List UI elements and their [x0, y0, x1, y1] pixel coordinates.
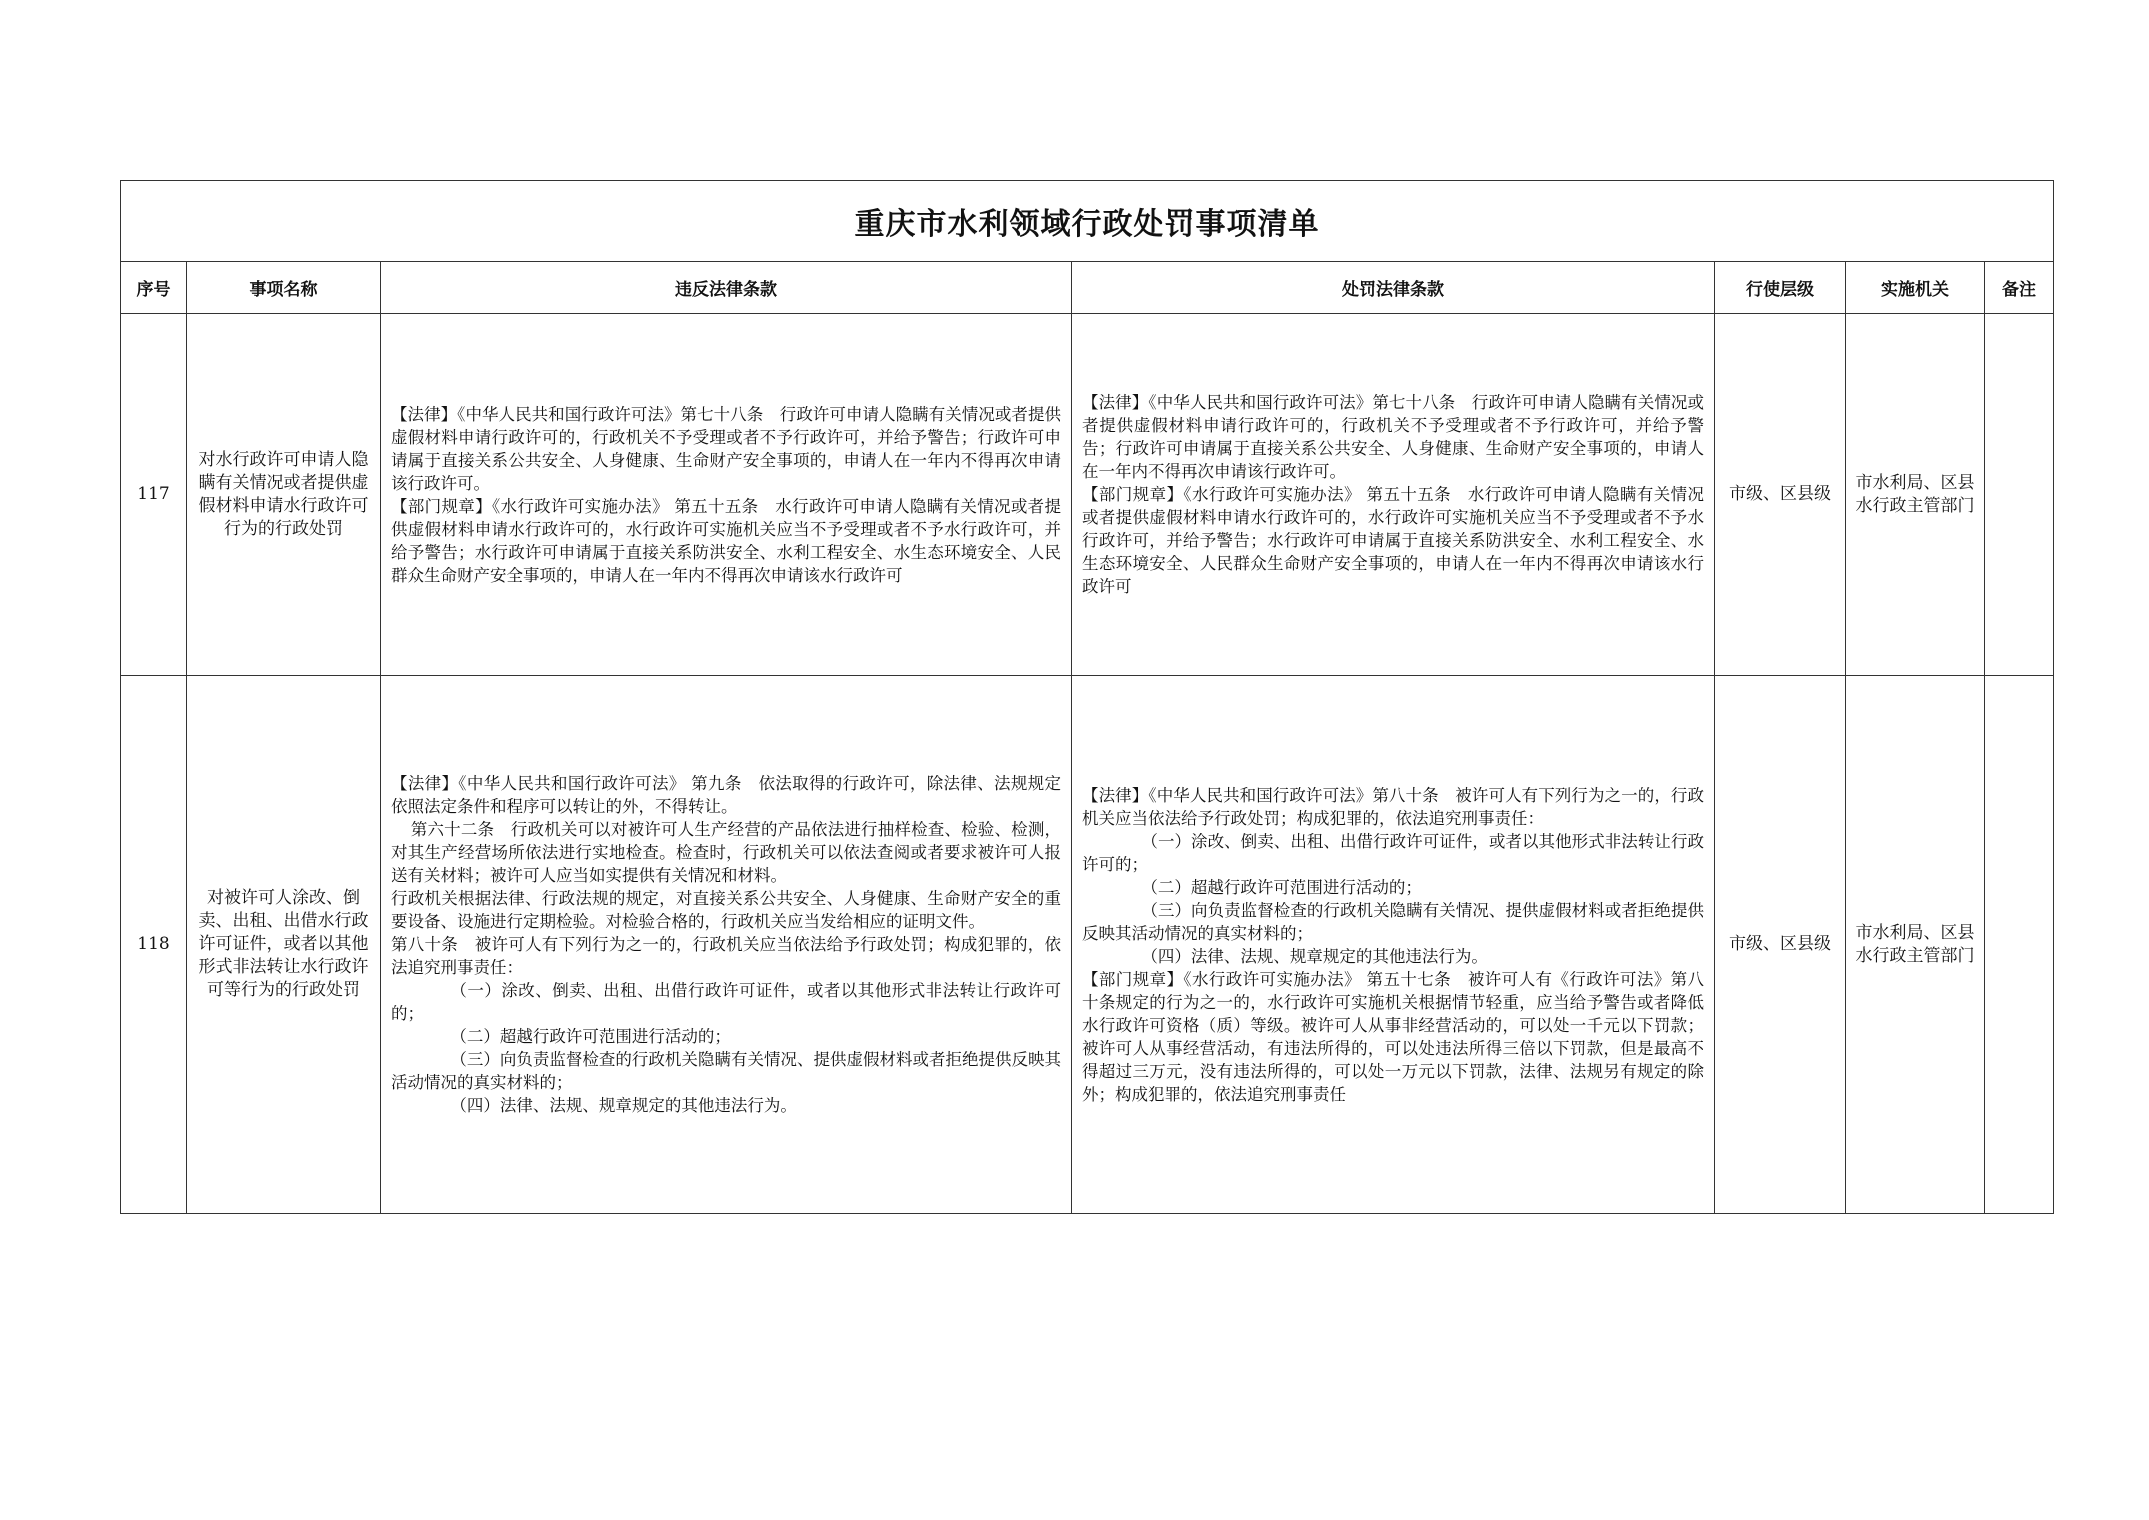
- header-penalty: 处罚法律条款: [1072, 262, 1715, 314]
- penalty-paragraph: 【部门规章】《水行政许可实施办法》 第五十七条 被许可人有《行政许可法》第八十条规定的行为之一的，水行政许可实施机关根据情节轻重，应当给予警告或者降低水行政许可资格（质）等级。被许可人从事非经营活动的，可以处一千元以下罚款；被许可人从事经营活动，有违法所得的，可以处违法所得三倍以下罚款，但是最高不得超过三万元，没有违法所得的，可以处一万元以下罚款，法律、法规另有规定的除外；构成犯罪的，依法追究刑事责任: [1082, 969, 1704, 1104]
- row-name: 对水行政许可申请人隐瞒有关情况或者提供虚假材料申请水行政许可行为的行政处罚: [187, 314, 381, 676]
- penalty-paragraph: 【法律】《中华人民共和国行政许可法》第八十条 被许可人有下列行为之一的，行政机关应当依法给予行政处罚；构成犯罪的，依法追究刑事责任：: [1082, 785, 1704, 828]
- row-no: 118: [121, 676, 187, 1214]
- row-agency: 市水利局、区县水行政主管部门: [1846, 314, 1985, 676]
- violation-paragraph: （二）超越行政许可范围进行活动的；: [450, 1027, 731, 1046]
- violation-paragraph: 【法律】《中华人民共和国行政许可法》 第九条 依法取得的行政许可，除法律、法规规定依照法定条件和程序可以转让的外，不得转让。: [391, 774, 1061, 816]
- row-name: 对被许可人涂改、倒卖、出租、出借水行政许可证件，或者以其他形式非法转让水行政许可等行为的行政处罚: [187, 676, 381, 1214]
- penalty-paragraph: （一）涂改、倒卖、出租、出借行政许可证件，或者以其他形式非法转让行政许可的；: [1082, 831, 1704, 874]
- penalty-paragraph: （二）超越行政许可范围进行活动的；: [1141, 877, 1422, 897]
- header-remark: 备注: [1985, 262, 2054, 314]
- violation-paragraph: 行政机关根据法律、行政法规的规定，对直接关系公共安全、人身健康、生命财产安全的重要设备、设施进行定期检验。对检验合格的，行政机关应当发给相应的证明文件。: [391, 889, 1061, 931]
- penalty-paragraph: 【部门规章】《水行政许可实施办法》 第五十五条 水行政许可申请人隐瞒有关情况或者提供虚假材料申请水行政许可的，水行政许可实施机关应当不予受理或者不予水行政许可，并给予警告；水行政许可申请属于直接关系防洪安全、水利工程安全、水生态环境安全、人民群众生命财产安全事项的，申请人在一年内不得再次申请该水行政许可: [1082, 485, 1704, 596]
- row-remark: [1985, 314, 2054, 676]
- violation-paragraph: （一）涂改、倒卖、出租、出借行政许可证件，或者以其他形式非法转让行政许可的；: [391, 981, 1061, 1023]
- table-row: [121, 676, 2054, 1214]
- row-violation: [381, 676, 1072, 1214]
- header-level: 行使层级: [1715, 262, 1846, 314]
- table-row: [121, 314, 2054, 676]
- row-penalty: [1072, 314, 1715, 676]
- violation-paragraph: 【部门规章】《水行政许可实施办法》 第五十五条 水行政许可申请人隐瞒有关情况或者提供虚假材料申请水行政许可的，水行政许可实施机关应当不予受理或者不予水行政许可，并给予警告；水行政许可申请属于直接关系防洪安全、水利工程安全、水生态环境安全、人民群众生命财产安全事项的，申请人在一年内不得再次申请该水行政许可: [391, 496, 1061, 585]
- header-violation: 违反法律条款: [381, 262, 1072, 314]
- penalty-list-sheet: [120, 180, 2053, 1214]
- violation-paragraph: 第八十条 被许可人有下列行为之一的，行政机关应当依法给予行政处罚；构成犯罪的，依法追究刑事责任：: [391, 935, 1061, 977]
- page-title: 重庆市水利领域行政处罚事项清单: [121, 181, 2054, 262]
- violation-paragraph: （三）向负责监督检查的行政机关隐瞒有关情况、提供虚假材料或者拒绝提供反映其活动情况的真实材料的；: [391, 1050, 1061, 1092]
- row-remark: [1985, 676, 2054, 1214]
- header-agency: 实施机关: [1846, 262, 1985, 314]
- row-level: 市级、区县级: [1715, 676, 1846, 1214]
- penalty-paragraph: 【法律】《中华人民共和国行政许可法》第七十八条 行政许可申请人隐瞒有关情况或者提供虚假材料申请行政许可的，行政机关不予受理或者不予行政许可，并给予警告；行政许可申请属于直接关系公共安全、人身健康、生命财产安全事项的，申请人在一年内不得再次申请该行政许可。: [1082, 393, 1704, 481]
- violation-paragraph: 第六十二条 行政机关可以对被许可人生产经营的产品依法进行抽样检查、检验、检测，对其生产经营场所依法进行实地检查。检查时，行政机关可以依法查阅或者要求被许可人报送有关材料；被许可人应当如实提供有关情况和材料。: [391, 820, 1061, 885]
- row-level: 市级、区县级: [1715, 314, 1846, 676]
- header-name: 事项名称: [187, 262, 381, 314]
- row-no: 117: [121, 314, 187, 676]
- violation-paragraph: （四）法律、法规、规章规定的其他违法行为。: [450, 1096, 797, 1115]
- violation-paragraph: 【法律】《中华人民共和国行政许可法》第七十八条 行政许可申请人隐瞒有关情况或者提供虚假材料申请行政许可的，行政机关不予受理或者不予行政许可，并给予警告；行政许可申请属于直接关系公共安全、人身健康、生命财产安全事项的，申请人在一年内不得再次申请该行政许可。: [391, 404, 1061, 493]
- row-violation: [381, 314, 1072, 676]
- row-penalty: [1072, 676, 1715, 1214]
- penalty-list-table: [120, 180, 2054, 1214]
- penalty-paragraph: （三）向负责监督检查的行政机关隐瞒有关情况、提供虚假材料或者拒绝提供反映其活动情况的真实材料的；: [1082, 900, 1704, 943]
- header-no: 序号: [121, 262, 187, 314]
- penalty-paragraph: （四）法律、法规、规章规定的其他违法行为。: [1141, 946, 1488, 966]
- table-header-row: [121, 262, 2054, 314]
- row-agency: 市水利局、区县水行政主管部门: [1846, 676, 1985, 1214]
